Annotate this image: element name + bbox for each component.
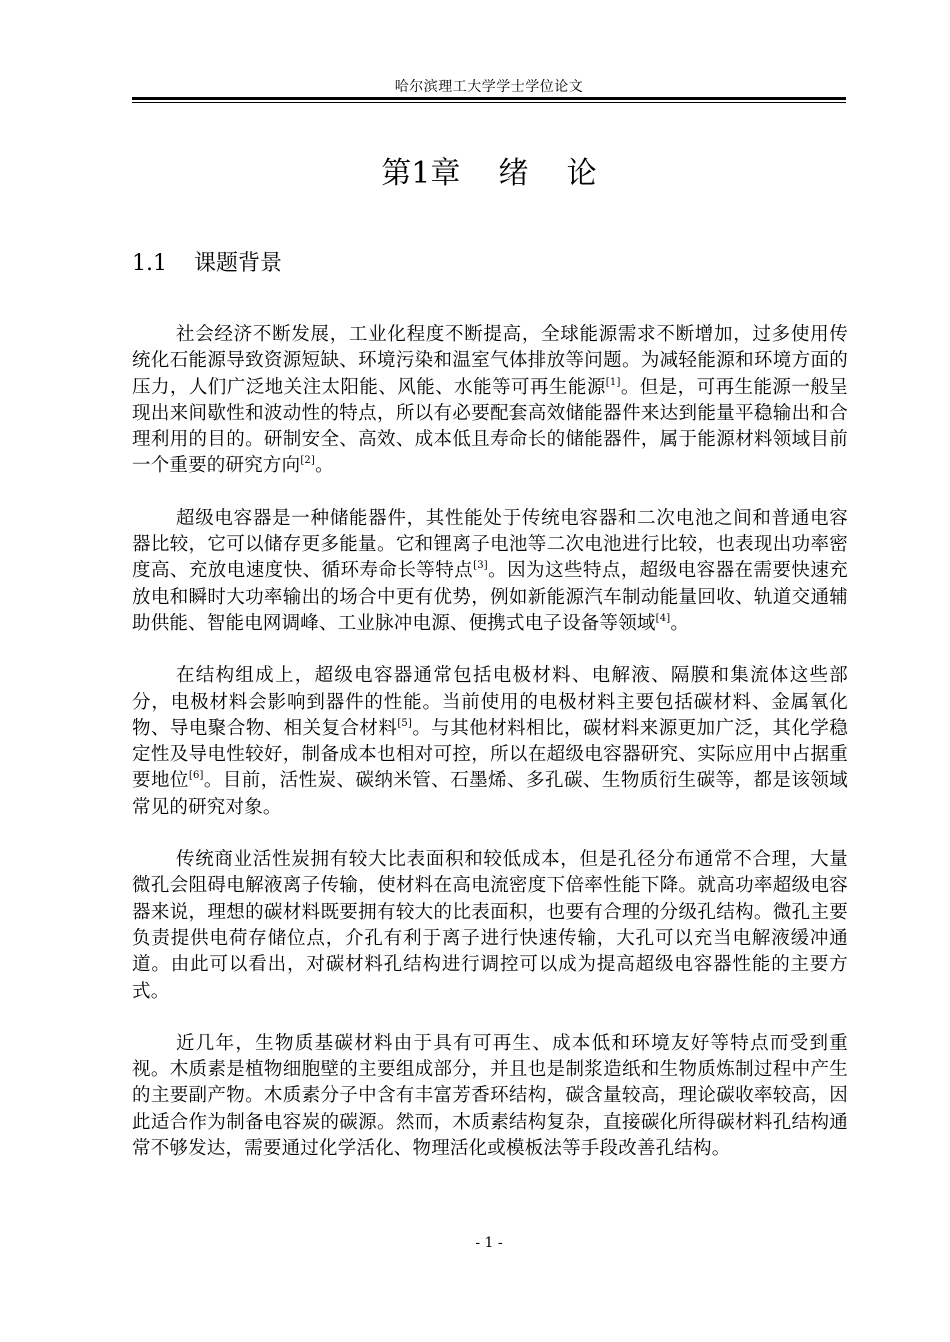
body-text: [132, 322, 848, 1188]
citation: [1]: [605, 376, 621, 388]
paragraph: [132, 1031, 848, 1162]
paragraph-text: 。但是，可再生能源一般呈现出来间歇性和波动性的特点，所以有必要配套高效储能器件来达到能量平稳输出和合理利用的目的。研制安全、高效、成本低且寿命长的储能器件，属于能源材料领域目前一个重要的研究方向: [132, 376, 848, 477]
header-rule-thick: [132, 97, 846, 100]
section-heading: [132, 248, 282, 280]
paragraph: [132, 663, 848, 821]
paragraph-text: 在结构组成上，超级电容器通常包括电极材料、电解液、隔膜和集流体这些部分，电极材料会影响到器件的性能。当前使用的电极材料主要包括碳材料、金属氧化物、导电聚合物、相关复合材料: [132, 665, 848, 739]
paragraph-text: 。: [315, 455, 334, 477]
section-number: 1.1: [132, 251, 167, 276]
paragraph-text: 。因为这些特点，超级电容器在需要快速充放电和瞬时大功率输出的场合中更有优势，例如新能源汽车制动能量回收、轨道交通辅助供能、智能电网调峰、工业脉冲电源、便携式电子设备等领域: [132, 560, 848, 634]
paragraph-text: 超级电容器是一种储能器件，其性能处于传统电容器和二次电池之间和普通电容器比较，它可以储存更多能量。它和锂离子电池等二次电池进行比较，也表现出功率密度高、充放电速度快、循环寿命长等特点: [132, 507, 848, 582]
paragraph: [132, 322, 848, 480]
paragraph-text: 传统商业活性炭拥有较大比表面积和较低成本，但是孔径分布通常不合理，大量微孔会阻碍电解液离子传输，使材料在高电流密度下倍率性能下降。就高功率超级电容器来说，理想的碳材料既要拥有较大的比表面积，也要有合理的分级孔结构。微孔主要负责提供电荷存储位点，介孔有利于离子进行快速传输，大孔可以充当电解液缓冲通道。由此可以看出，对碳材料孔结构进行调控可以成为提高超级电容器性能的主要方式。: [132, 849, 848, 1002]
paragraph-text: 社会经济不断发展，工业化程度不断提高，全球能源需求不断增加，过多使用传统化石能源导致资源短缺、环境污染和温室气体排放等问题。为减轻能源和环境方面的压力，人们广泛地关注太阳能、风能、水能等可再生能源: [132, 324, 848, 398]
citation: [4]: [655, 612, 671, 624]
chapter-title: 第1章 绪 论: [381, 156, 597, 191]
paragraph-text: 近几年，生物质基碳材料由于具有可再生、成本低和环境友好等特点而受到重视。木质素是植物细胞壁的主要组成部分，并且也是制浆造纸和生物质炼制过程中产生的主要副产物。木质素分子中含有丰富芳香环结构，碳含量较高，理论碳收率较高，因此适合作为制备电容炭的碳源。然而，木质素结构复杂，直接碳化所得碳材料孔结构通常不够发达，需要通过化学活化、物理活化或模板法等手段改善孔结构。: [132, 1032, 848, 1160]
paragraph-text: 。与其他材料相比，碳材料来源更加广泛，其化学稳定性及导电性较好，制备成本也相对可控，所以在超级电容器研究、实际应用中占据重要地位: [132, 717, 848, 792]
paragraph-text: 。: [670, 612, 690, 634]
page-number: - 1 -: [475, 1235, 503, 1251]
citation: [3]: [473, 560, 488, 572]
header-rule-thin: [132, 102, 846, 103]
paragraph-text: 。目前，活性炭、碳纳米管、石墨烯、多孔碳、生物质衍生碳等，都是该领域常见的研究对象。: [132, 770, 848, 818]
running-header: 哈尔滨理工大学学士学位论文: [394, 79, 584, 95]
citation: [2]: [300, 455, 316, 467]
paragraph: [132, 506, 848, 637]
citation: [6]: [188, 770, 204, 782]
citation: [5]: [397, 717, 413, 729]
paragraph: [132, 847, 848, 1005]
section-title: 课题背景: [194, 251, 283, 276]
